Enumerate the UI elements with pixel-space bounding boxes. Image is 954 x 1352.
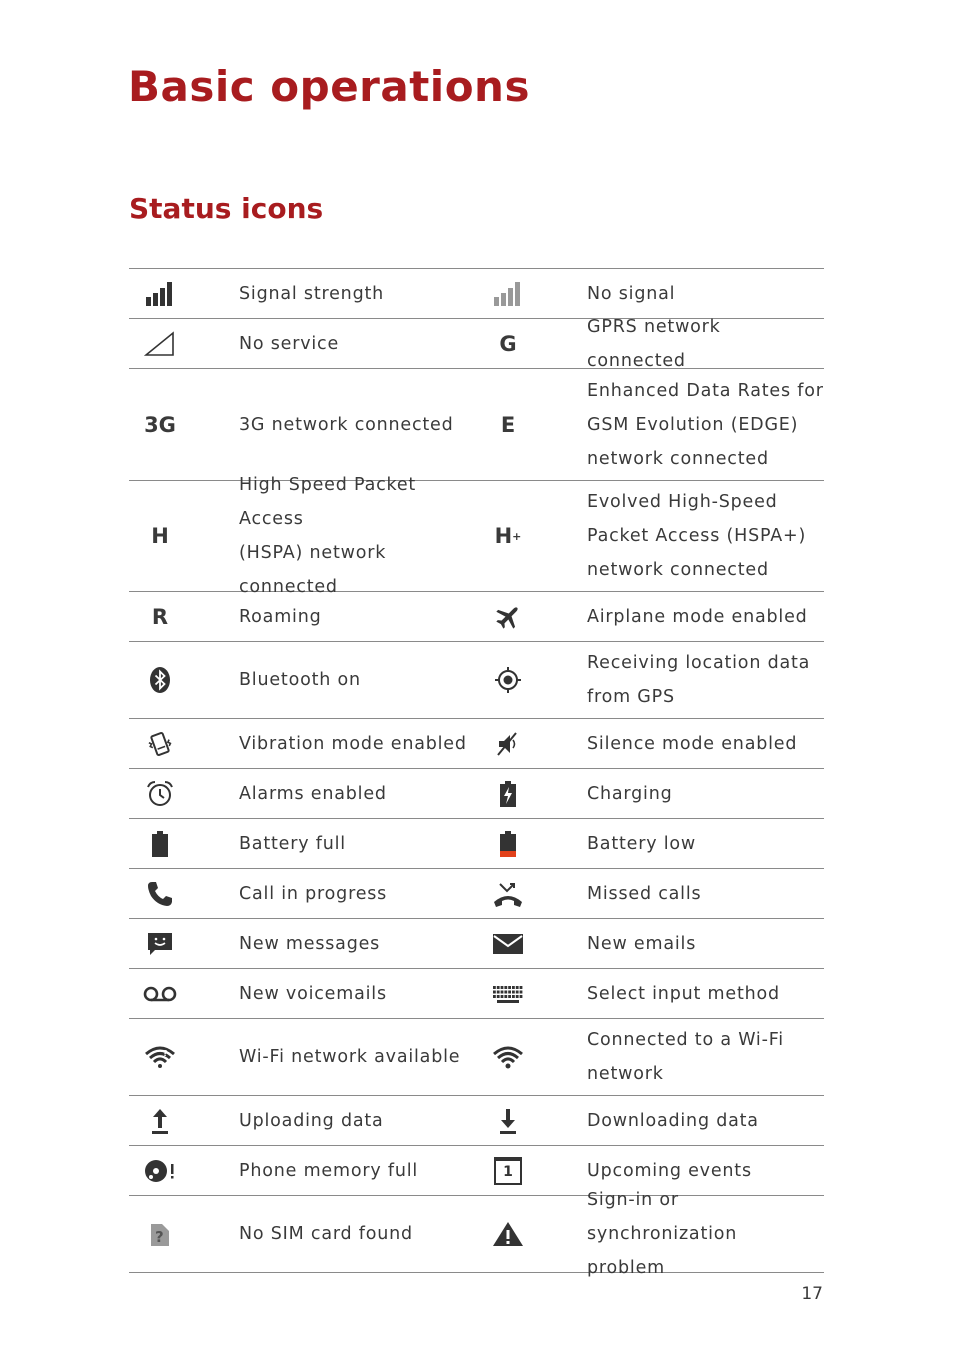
table-row <box>129 719 824 769</box>
row-label: Evolved High-Speed Packet Access (HSPA+) network connected <box>587 492 807 580</box>
wifi-connected-icon <box>492 1044 524 1070</box>
call-icon <box>146 880 174 908</box>
row-label: Airplane mode enabled <box>587 606 808 627</box>
svg-text:?: ? <box>155 1228 164 1246</box>
table-row <box>129 869 824 919</box>
wifi-available-icon <box>144 1044 176 1070</box>
row-label: Connected to a Wi-Fi network <box>587 1030 784 1084</box>
hspa-plus-sup: + <box>512 529 522 543</box>
row-label: 3G network connected <box>239 414 454 435</box>
table-row <box>129 819 824 869</box>
row-label: Downloading data <box>587 1110 759 1131</box>
charging-icon <box>498 780 518 808</box>
row-label: No SIM card found <box>239 1224 413 1244</box>
roaming-icon: R <box>151 604 169 629</box>
row-label: No service <box>239 333 340 354</box>
battery-low-icon <box>498 830 518 858</box>
table-row <box>129 369 824 481</box>
vibration-icon <box>146 730 174 758</box>
row-label: Bluetooth on <box>239 670 361 690</box>
email-icon <box>492 932 524 956</box>
gprs-icon: G <box>499 331 517 356</box>
row-label: Enhanced Data Rates for GSM Evolution (EDGE) network connected <box>587 380 824 469</box>
row-label: Missed calls <box>587 883 702 904</box>
bluetooth-icon <box>149 666 171 694</box>
row-label: No signal <box>587 283 676 304</box>
row-label: New emails <box>587 933 697 954</box>
row-label: High Speed Packet Access (HSPA) network connected <box>239 475 417 597</box>
table-row <box>129 642 824 719</box>
row-label: Charging <box>587 783 673 804</box>
row-label: Roaming <box>239 606 322 627</box>
row-label: Wi-Fi network available <box>239 1047 461 1067</box>
row-label: Call in progress <box>239 883 388 904</box>
row-label: Battery low <box>587 833 697 854</box>
row-label: GPRS network connected <box>587 316 721 371</box>
signal-strength-icon <box>145 281 175 307</box>
alarm-icon <box>146 780 174 808</box>
missed-call-icon <box>492 880 524 908</box>
airplane-icon <box>494 603 522 631</box>
row-label: Vibration mode enabled <box>239 733 467 754</box>
download-icon <box>496 1107 520 1135</box>
no-signal-icon <box>493 281 523 307</box>
table-row <box>129 1190 824 1278</box>
table-row <box>129 475 824 597</box>
gps-icon <box>494 666 522 694</box>
row-label: Sign-in or synchronization problem <box>587 1190 738 1278</box>
page-title: Basic operations <box>128 62 530 111</box>
no-service-icon <box>144 331 176 357</box>
calendar-day: 1 <box>503 1163 513 1180</box>
status-icons-table <box>129 268 824 1278</box>
row-label: New voicemails <box>239 983 387 1004</box>
memory-full-icon <box>144 1157 176 1185</box>
row-label: New messages <box>239 933 381 954</box>
row-label: Uploading data <box>239 1110 384 1131</box>
battery-full-icon <box>150 830 170 858</box>
no-sim-icon <box>149 1220 171 1248</box>
row-label: Receiving location data from GPS <box>587 653 811 707</box>
page-number: 17 <box>801 1284 823 1304</box>
table-row <box>129 592 824 642</box>
3g-icon: 3G <box>144 412 176 437</box>
silence-icon <box>494 730 522 758</box>
table-row <box>129 316 824 371</box>
row-label: Alarms enabled <box>239 783 387 804</box>
voicemail-icon <box>142 984 178 1004</box>
section-title: Status icons <box>129 192 324 225</box>
row-label: Battery full <box>239 833 346 854</box>
table-row <box>129 769 824 819</box>
hspa-plus-letter: H <box>494 524 513 548</box>
hspa-plus-icon <box>495 524 522 548</box>
row-label: Select input method <box>587 983 780 1004</box>
table-row <box>129 1096 824 1146</box>
keyboard-icon <box>492 984 524 1004</box>
row-label: Phone memory full <box>239 1160 419 1181</box>
calendar-icon <box>494 1157 522 1185</box>
edge-icon: E <box>500 412 516 437</box>
hspa-icon: H <box>151 524 169 548</box>
table-row <box>129 919 824 969</box>
row-label: Signal strength <box>239 283 385 304</box>
row-label: Silence mode enabled <box>587 733 798 754</box>
warning-icon <box>492 1220 524 1248</box>
table-row <box>129 1019 824 1096</box>
message-icon <box>146 930 174 958</box>
svg-text:?: ? <box>163 1049 168 1058</box>
row-label: Upcoming events <box>587 1160 752 1181</box>
upload-icon <box>148 1107 172 1135</box>
table-row <box>129 969 824 1019</box>
